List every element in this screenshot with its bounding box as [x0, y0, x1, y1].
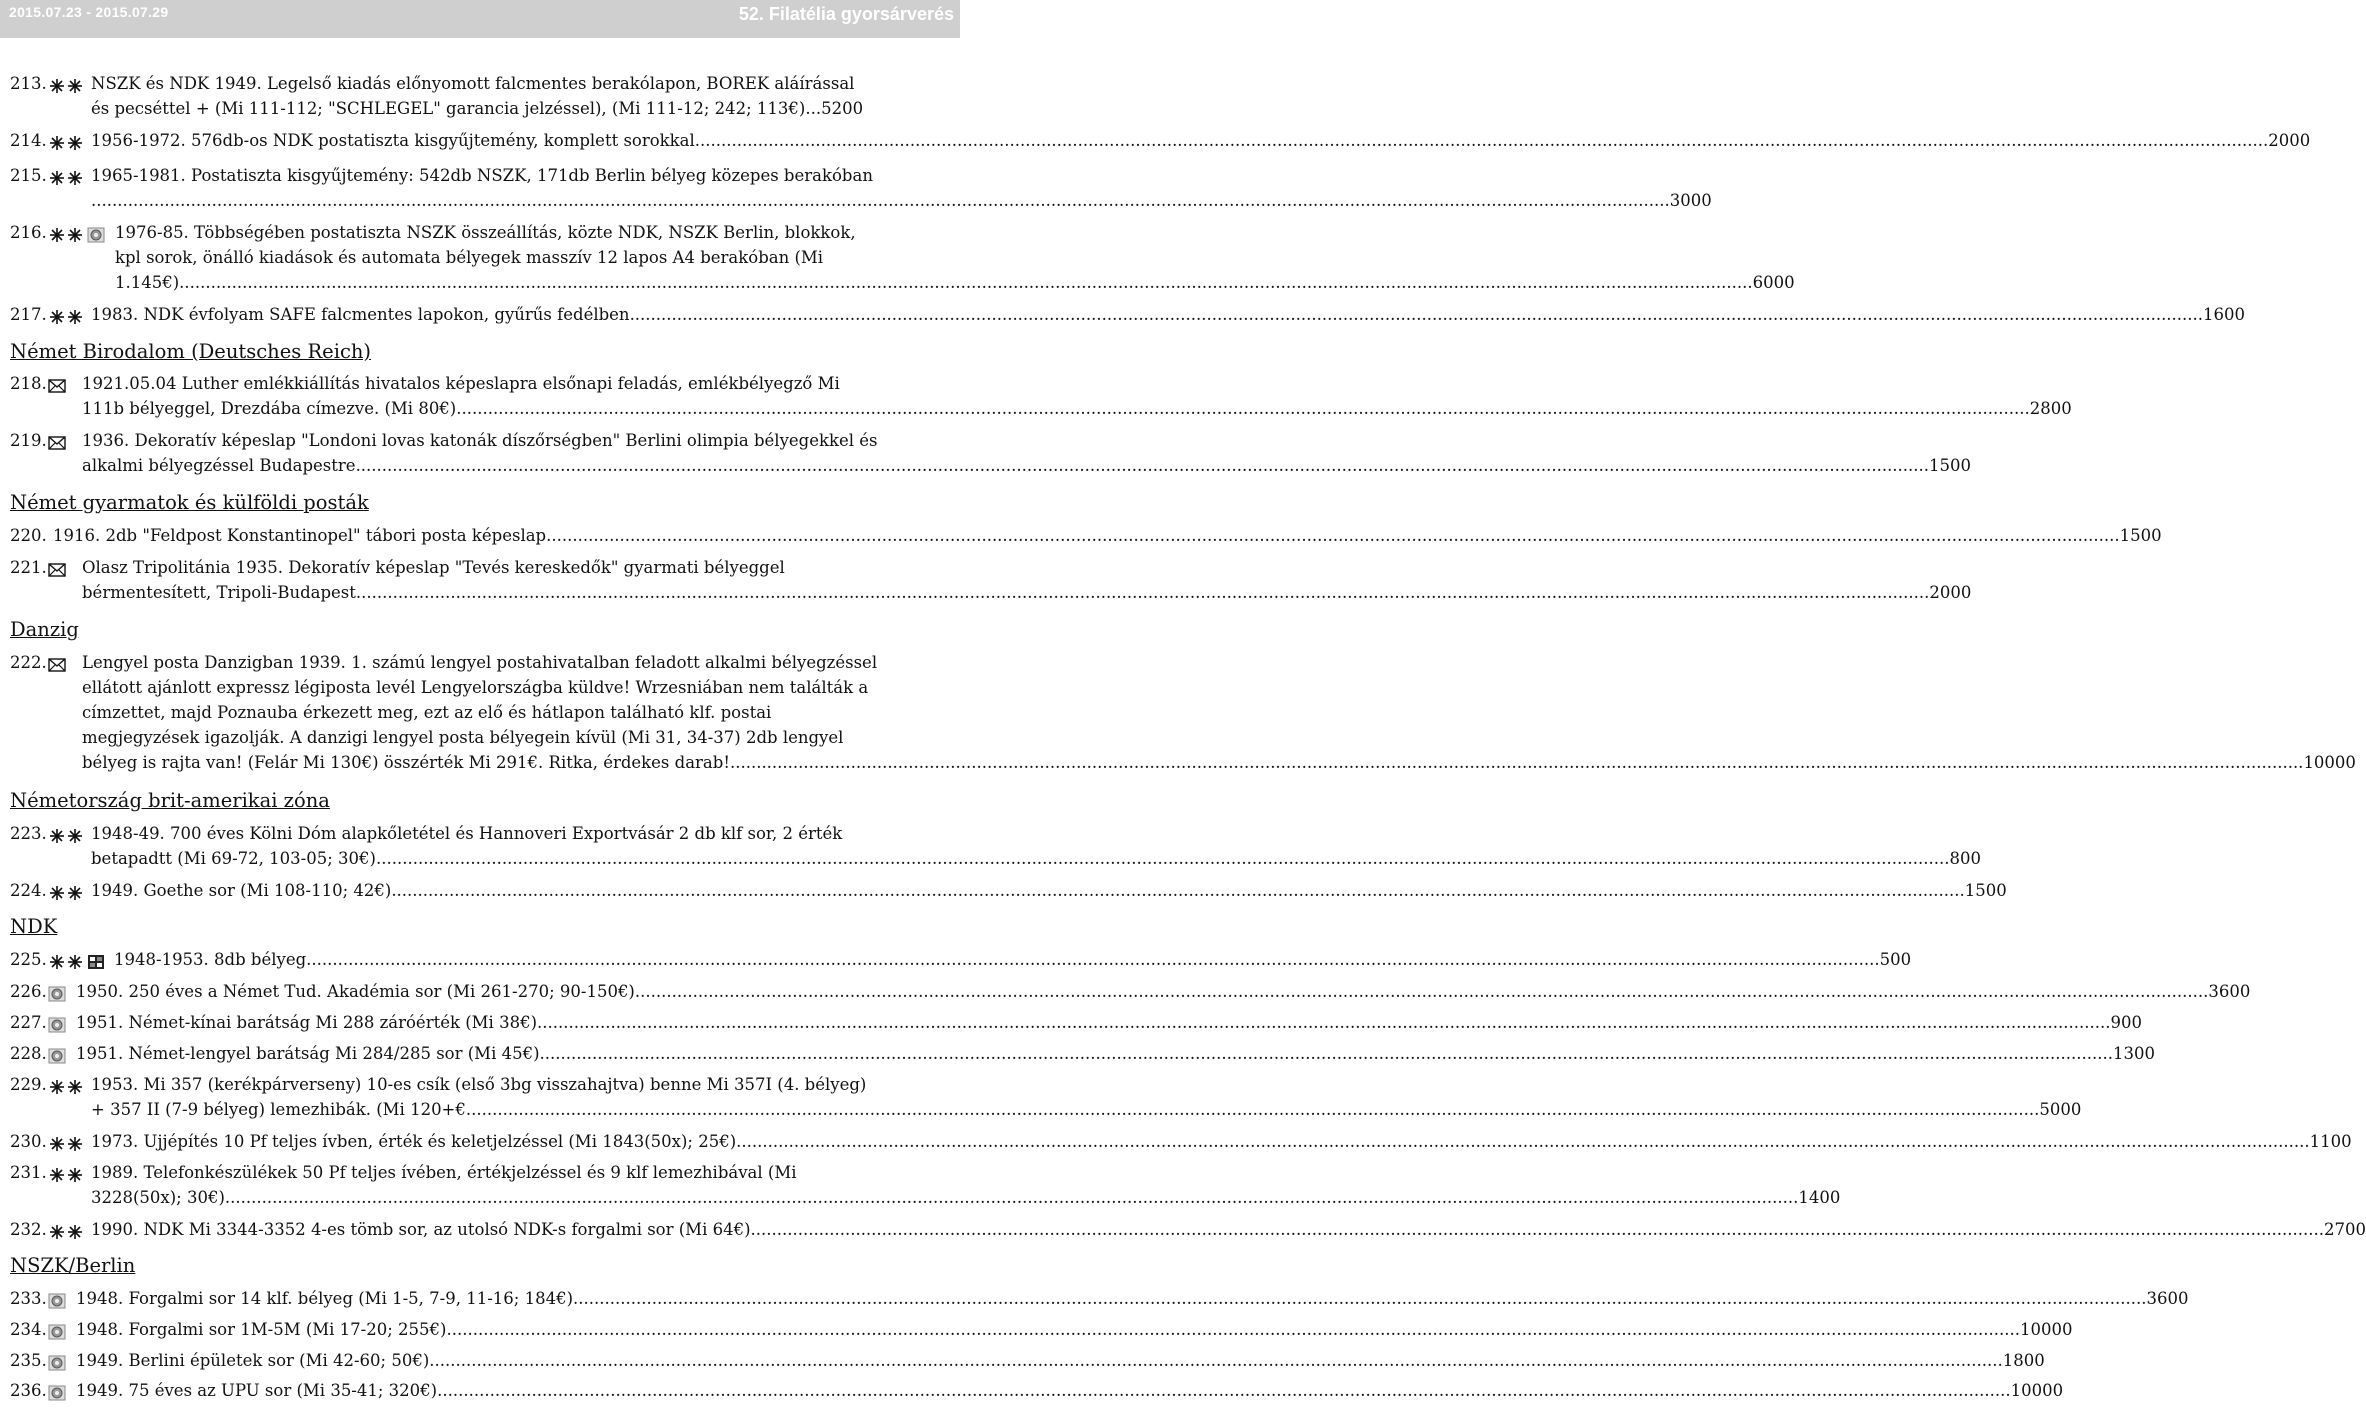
section-heading: NDK: [10, 915, 58, 938]
lot-condition-icons: [48, 1291, 69, 1307]
dot-leader: ............................................................................................................................................................................................................................................................................................................: [179, 273, 1753, 292]
lot-description-line: .: [91, 191, 97, 210]
date-range: 2015.07.23 - 2015.07.29: [9, 4, 169, 20]
stamped-icon: [48, 1046, 66, 1071]
postfrisch-icon: [48, 133, 84, 158]
lot-description-line: NSZK és NDK 1949. Legelső kiadás előnyomott falcmentes berakólapon, BOREK aláírással: [91, 74, 855, 93]
lot-price: 10000: [2019, 1320, 2073, 1339]
lot-description-line: 1949. Goethe sor (Mi 108-110; 42€): [91, 881, 392, 900]
lot-number: 215.: [10, 166, 47, 185]
lot-number: 231.: [10, 1163, 47, 1182]
lot-price-line: [91, 188, 1712, 213]
lot-description-line: ellátott ajánlott expressz légiposta levél Lengyelországba küldve! Wrzesniában nem találták a: [82, 678, 869, 697]
lot-price: 2000: [2268, 131, 2311, 150]
dot-leader: ............................................................................................................................................................................................................................................................................................................: [306, 950, 1880, 969]
lot-condition-icons: [48, 1046, 69, 1062]
dot-leader: ............................................................................................................................................................................................................................................................................................................: [546, 526, 2120, 545]
lot-price: 800: [1949, 849, 1981, 868]
lot-number: 226.: [10, 982, 47, 1001]
postfrisch-icon: [48, 225, 84, 250]
lot-price-line: [76, 1348, 2045, 1373]
stamped-icon: [48, 1353, 66, 1378]
lot-condition-icons: [48, 225, 108, 241]
dot-leader: ............................................................................................................................................................................................................................................................................................................: [437, 1381, 2011, 1400]
dot-leader: ............................................................................................................................................................................................................................................................................................................: [375, 849, 1950, 868]
lot-description-line: 1956-1972. 576db-os NDK postatiszta kisgyűjtemény, komplett sorokkal: [91, 131, 695, 150]
stamped-icon: [48, 1015, 66, 1040]
lot-price: 1600: [2203, 305, 2246, 324]
lot-price-line: [91, 302, 2246, 327]
lot-description-line: 1989. Telefonkészülékek 50 Pf teljes ívében, értékjelzéssel és 9 klf lemezhibával (Mi: [91, 1163, 797, 1182]
lot-condition-icons: [48, 883, 87, 899]
lot-description-line: betapadtt (Mi 69-72, 103-05; 30€): [91, 849, 376, 868]
lot-price-line: [76, 1286, 2189, 1311]
lot-description-line: és pecséttel + (Mi 111-112; "SCHLEGEL" garancia jelzéssel), (Mi 111-12; 242; 113€)...5200: [91, 99, 864, 118]
section-heading: Német Birodalom (Deutsches Reich): [10, 340, 372, 363]
lot-price-line: [91, 1129, 2352, 1154]
stamped-icon: [87, 225, 105, 250]
lot-condition-icons: [48, 1077, 87, 1093]
lot-condition-icons: [48, 984, 69, 1000]
lot-price: 2700: [2324, 1220, 2366, 1239]
postfrisch-icon: [48, 1077, 84, 1102]
lot-description-line: 1916. 2db "Feldpost Konstantinopel" tábori posta képeslap: [53, 526, 547, 545]
lot-condition-icons: [48, 1134, 87, 1150]
postfrisch-icon: [48, 1134, 84, 1159]
lot-number: 213.: [10, 74, 47, 93]
dot-leader: ............................................................................................................................................................................................................................................................................................................: [391, 881, 1965, 900]
dot-leader: ............................................................................................................................................................................................................................................................................................................: [634, 982, 2209, 1001]
lot-price-line: [76, 1317, 2073, 1342]
page-header: [0, 0, 960, 38]
lot-description-line: 111b bélyeggel, Drezdába címezve. (Mi 80€): [82, 399, 457, 418]
lot-number: 228.: [10, 1044, 47, 1063]
lot-description-line: Olasz Tripolitánia 1935. Dekoratív képeslap "Tevés kereskedők" gyarmati bélyeggel: [82, 558, 785, 577]
lot-description-line: 1965-1981. Postatiszta kisgyűjtemény: 542db NSZK, 171db Berlin bélyeg közepes berakóban: [91, 166, 873, 185]
lot-number: 223.: [10, 824, 47, 843]
lot-price: 6000: [1752, 273, 1795, 292]
lot-description-line: 1973. Ujjépítés 10 Pf teljes ívben, érték és keletjelzéssel (Mi 1843(50x); 25€): [91, 1132, 737, 1151]
lot-price-line: [82, 580, 1972, 605]
lot-number: 220.: [10, 526, 47, 545]
lot-number: 234.: [10, 1320, 47, 1339]
lot-number: 216.: [10, 223, 47, 242]
lot-price-line: [82, 396, 2072, 421]
lot-price-line: [114, 947, 1912, 972]
lot-price: 3600: [2208, 982, 2251, 1001]
lot-description-line: megjegyzések igazolják. A danzigi lengyel posta bélyegein kívül (Mi 31, 34-37) 2db lengyel: [82, 728, 844, 747]
dot-leader: ............................................................................................................................................................................................................................................................................................................: [465, 1100, 2040, 1119]
lot-price: 1800: [2002, 1351, 2045, 1370]
lot-condition-icons: [48, 1353, 69, 1369]
lot-description-line: 1976-85. Többségében postatiszta NSZK összeállítás, közte NDK, NSZK Berlin, blokkok,: [115, 223, 856, 242]
lot-condition-icons: [48, 560, 69, 576]
lot-description-line: kpl sorok, önálló kiadások és automata bélyegek masszív 12 lapos A4 berakóban (Mi: [115, 248, 824, 267]
lot-number: 218.: [10, 374, 47, 393]
dot-leader: ............................................................................................................................................................................................................................................................................................................: [456, 399, 2030, 418]
lot-description-line: címzettet, majd Poznauba érkezett meg, ezt az elő és hátlapon található klf. postai: [82, 703, 772, 722]
auction-title: 52. Filatélia gyorsárverés: [738, 4, 954, 24]
lot-number: 233.: [10, 1289, 47, 1308]
dot-leader: ............................................................................................................................................................................................................................................................................................................: [537, 1013, 2111, 1032]
lot-price-line: [91, 846, 1981, 871]
lot-description-line: 1950. 250 éves a Német Tud. Akadémia sor (Mi 261-270; 90-150€): [76, 982, 635, 1001]
lot-number: 224.: [10, 881, 47, 900]
lot-number: 230.: [10, 1132, 47, 1151]
lot-price: 10000: [2010, 1381, 2064, 1400]
lot-condition-icons: [48, 826, 87, 842]
dot-leader: ............................................................................................................................................................................................................................................................................................................: [96, 191, 1670, 210]
lot-condition-icons: [48, 1383, 69, 1399]
lot-price: 3600: [2146, 1289, 2189, 1308]
lot-condition-icons: [48, 433, 69, 449]
lot-price-line: [76, 1041, 2155, 1066]
stamped-icon: [48, 984, 66, 1009]
lot-price-line: [82, 750, 2356, 775]
postfrisch-icon: [48, 952, 84, 977]
lot-condition-icons: [48, 1322, 69, 1338]
lot-description-line: 1948-1953. 8db bélyeg: [114, 950, 307, 969]
lot-number: 227.: [10, 1013, 47, 1032]
dot-leader: ............................................................................................................................................................................................................................................................................................................: [355, 583, 1930, 602]
lot-description-line: 1990. NDK Mi 3344-3352 4-es tömb sor, az utolsó NDK-s forgalmi sor (Mi 64€): [91, 1220, 751, 1239]
lot-condition-icons: [48, 168, 87, 184]
dot-leader: ............................................................................................................................................................................................................................................................................................................: [694, 131, 2269, 150]
section-heading: Danzig: [10, 618, 79, 641]
dot-leader: ............................................................................................................................................................................................................................................................................................................: [446, 1320, 2020, 1339]
lot-price-line: [82, 453, 1972, 478]
dot-leader: ............................................................................................................................................................................................................................................................................................................: [429, 1351, 2003, 1370]
lot-price: 2800: [2029, 399, 2072, 418]
lot-description-line: 1936. Dekoratív képeslap "Londoni lovas katonák díszőrségben" Berlini olimpia bélyegekkel és: [82, 431, 878, 450]
lot-condition-icons: [48, 1015, 69, 1031]
lot-price: 1500: [1964, 881, 2007, 900]
section-heading: Németország brit-amerikai zóna: [10, 789, 330, 812]
lot-description-line: 1951. Német-lengyel barátság Mi 284/285 sor (Mi 45€): [76, 1044, 540, 1063]
lot-description-line: 1948-49. 700 éves Kölni Dóm alapkőletétel és Hannoveri Exportvásár 2 db klf sor, 2 érték: [91, 824, 843, 843]
lot-number: 229.: [10, 1075, 47, 1094]
lot-description-line: bélyeg is rajta van! (Felár Mi 130€) összérték Mi 291€. Ritka, érdekes darab!: [82, 753, 730, 772]
lot-number: 217.: [10, 305, 47, 324]
lot-description-line: Lengyel posta Danzigban 1939. 1. számú lengyel postahivatalban feladott alkalmi bélyegzéssel: [82, 653, 878, 672]
section-heading: NSZK/Berlin: [10, 1254, 136, 1277]
lot-price: 1400: [1798, 1188, 1841, 1207]
lot-price-line: [76, 1010, 2142, 1035]
lot-description-line: 1949. Berlini épületek sor (Mi 42-60; 50€): [76, 1351, 430, 1370]
lot-condition-icons: [48, 1222, 87, 1238]
stamped-icon: [48, 1383, 66, 1408]
dot-leader: ............................................................................................................................................................................................................................................................................................................: [629, 305, 2204, 324]
lot-number: 232.: [10, 1220, 47, 1239]
lot-description-line: 1951. Német-kínai barátság Mi 288 záróérték (Mi 38€): [76, 1013, 538, 1032]
lot-price: 2000: [1929, 583, 1972, 602]
postfrisch-icon: [48, 76, 84, 101]
envelope-icon: [48, 433, 66, 458]
lot-description-line: 3228(50x); 30€): [91, 1188, 225, 1207]
lot-price-line: [76, 1378, 2064, 1403]
dot-leader: ............................................................................................................................................................................................................................................................................................................: [224, 1188, 1799, 1207]
dot-leader: ............................................................................................................................................................................................................................................................................................................: [736, 1132, 2310, 1151]
lot-price: 1300: [2113, 1044, 2155, 1063]
lot-condition-icons: [48, 376, 69, 392]
lot-price: 500: [1879, 950, 1912, 969]
lot-number: 221.: [10, 558, 47, 577]
dot-leader: ............................................................................................................................................................................................................................................................................................................: [729, 753, 2304, 772]
lot-condition-icons: [48, 76, 87, 92]
section-heading: Német gyarmatok és külföldi posták: [10, 491, 369, 514]
lot-price-line: [76, 979, 2251, 1004]
lot-description-line: alkalmi bélyegzéssel Budapestre: [82, 456, 356, 475]
lot-description-line: 1948. Forgalmi sor 14 klf. bélyeg (Mi 1-5, 7-9, 11-16; 184€): [76, 1289, 574, 1308]
lot-price-line: [91, 1097, 2082, 1122]
envelope-icon: [48, 560, 66, 585]
lot-price: 1500: [1929, 456, 1972, 475]
dot-leader: ............................................................................................................................................................................................................................................................................................................: [355, 456, 1930, 475]
lot-condition-icons: [48, 655, 69, 671]
lot-price-line: [91, 878, 2007, 903]
stamped-icon: [48, 1291, 66, 1316]
dot-leader: ............................................................................................................................................................................................................................................................................................................: [539, 1044, 2113, 1063]
postfrisch-icon: [48, 1165, 84, 1190]
lot-condition-icons: [48, 133, 87, 149]
lot-description-line: 1921.05.04 Luther emlékkiállítás hivatalos képeslapra elsőnapi feladás, emlékbélyegző Mi: [82, 374, 840, 393]
lot-price: 10000: [2303, 753, 2356, 772]
envelope-icon: [48, 655, 66, 680]
lot-price-line: [53, 523, 2162, 548]
lot-description-line: 1948. Forgalmi sor 1M-5M (Mi 17-20; 255€): [76, 1320, 447, 1339]
lot-number: 222.: [10, 653, 47, 672]
lot-number: 236.: [10, 1381, 47, 1400]
lot-description-line: 1949. 75 éves az UPU sor (Mi 35-41; 320€): [76, 1381, 438, 1400]
lot-price: 900: [2110, 1013, 2142, 1032]
lot-price-line: [91, 1185, 1841, 1210]
lot-number: 219.: [10, 431, 47, 450]
stamped-icon: [48, 1322, 66, 1347]
dot-leader: ............................................................................................................................................................................................................................................................................................................: [573, 1289, 2147, 1308]
lot-price-line: [91, 128, 2311, 153]
postfrisch-icon: [48, 307, 84, 332]
lot-description-line: 1953. Mi 357 (kerékpárverseny) 10-es csík (első 3bg visszahajtva) benne Mi 357I (4. bélyeg): [91, 1075, 867, 1094]
lot-price: 5000: [2039, 1100, 2082, 1119]
block-icon: [87, 952, 105, 977]
lot-condition-icons: [48, 307, 87, 323]
lot-price-line: [115, 270, 1795, 295]
envelope-icon: [48, 376, 66, 401]
lot-description-line: bérmentesített, Tripoli-Budapest: [82, 583, 356, 602]
dot-leader: ............................................................................................................................................................................................................................................................................................................: [750, 1220, 2325, 1239]
lot-price: 1100: [2309, 1132, 2352, 1151]
postfrisch-icon: [48, 883, 84, 908]
lot-price: 3000: [1669, 191, 1712, 210]
lot-description-line: 1.145€): [115, 273, 180, 292]
postfrisch-icon: [48, 826, 84, 851]
lot-description-line: 1983. NDK évfolyam SAFE falcmentes lapokon, gyűrűs fedélben: [91, 305, 630, 324]
postfrisch-icon: [48, 1222, 84, 1247]
lot-number: 235.: [10, 1351, 47, 1370]
lot-number: 214.: [10, 131, 47, 150]
lot-price: 1500: [2119, 526, 2162, 545]
lot-condition-icons: [48, 1165, 87, 1181]
lot-number: 225.: [10, 950, 47, 969]
postfrisch-icon: [48, 168, 84, 193]
lot-description-line: + 357 II (7-9 bélyeg) lemezhibák. (Mi 120+€: [91, 1100, 466, 1119]
lot-price-line: [91, 1217, 2366, 1242]
lot-condition-icons: [48, 952, 108, 968]
